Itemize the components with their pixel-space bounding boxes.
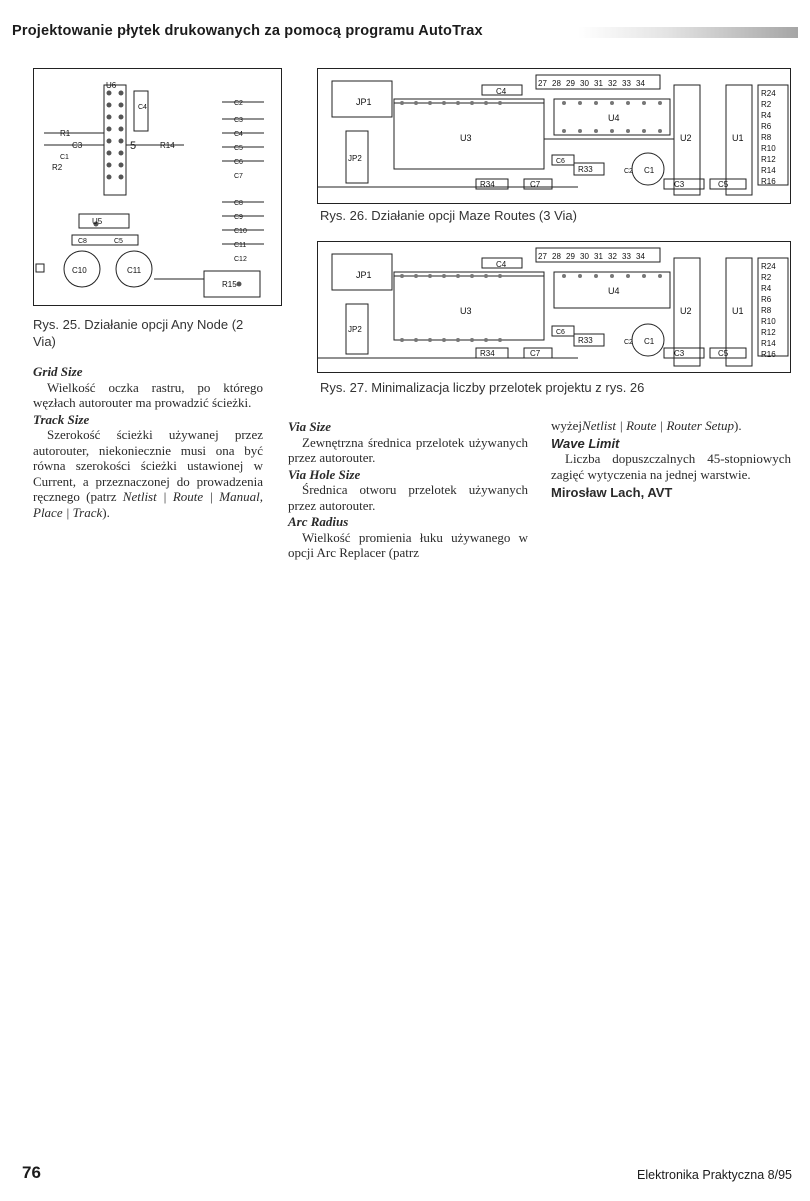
fig26-label-r24: R24 xyxy=(761,89,776,98)
desc-wave-limit: Liczba dopuszczalnych 45-stopniowych zagięć wytyczenia na jednej warstwie. xyxy=(551,451,791,482)
fig26-label-27: 27 xyxy=(538,79,547,88)
term-wave-limit: Wave Limit xyxy=(551,435,620,451)
fig27-label-r8: R8 xyxy=(761,306,772,315)
fig26-label-u1: U1 xyxy=(732,133,744,143)
fig27-label-jp1: JP1 xyxy=(356,270,372,280)
fig25-label-c3: C3 xyxy=(72,141,83,150)
fig27-label-u2: U2 xyxy=(680,306,692,316)
fig26-label-c6: C6 xyxy=(556,158,565,165)
fig26-label-c2: C2 xyxy=(624,168,633,175)
term-track-size: Track Size xyxy=(33,411,90,427)
fig26-label-28: 28 xyxy=(552,79,561,88)
fig26-label-c4: C4 xyxy=(496,87,507,96)
fig25-label-c11b: C11 xyxy=(234,242,247,249)
fig25-label-c10b: C10 xyxy=(234,228,247,235)
fig27-label-c7: C7 xyxy=(530,349,541,358)
desc-track-size-end: ). xyxy=(102,504,110,520)
desc-arc-radius: Wielkość promienia łuku używanego w opcji Arc Replacer (patrz xyxy=(288,529,528,560)
fig26-label-r12: R12 xyxy=(761,155,776,164)
fig25-label-c4: C4 xyxy=(138,104,147,111)
fig25-label-c4b: C4 xyxy=(234,131,243,138)
fig27-label-r10: R10 xyxy=(761,317,776,326)
fig27-label-27: 27 xyxy=(538,252,547,261)
fig25-label-r15: R15 xyxy=(222,280,237,289)
term-arc-radius: Arc Radius xyxy=(288,514,349,529)
fig26-label-jp2: JP2 xyxy=(348,154,362,163)
fig27-label-r6: R6 xyxy=(761,295,772,304)
fig27-label-29: 29 xyxy=(566,252,575,261)
term-via-hole-size: Via Hole Size xyxy=(288,466,361,482)
fig27-label-31: 31 xyxy=(594,252,603,261)
fig27-label-c6: C6 xyxy=(556,329,565,336)
fig25-label-c7: C7 xyxy=(234,173,243,180)
fig26-label-r34: R34 xyxy=(480,180,495,189)
fig27-label-u1: U1 xyxy=(732,306,744,316)
fig26-label-u4: U4 xyxy=(608,113,620,123)
fig25-label-c6: C6 xyxy=(234,159,243,166)
fig27-label-jp2: JP2 xyxy=(348,325,362,334)
fig27-label-30: 30 xyxy=(580,252,589,261)
text-column-3 xyxy=(551,418,791,501)
fig27-label-c2: C2 xyxy=(624,339,633,346)
term-grid-size: Grid Size xyxy=(33,364,83,379)
fig27-label-33: 33 xyxy=(622,252,631,261)
fig25-label-u5: U5 xyxy=(92,217,103,226)
text-column-1 xyxy=(33,363,263,520)
fig26-label-c1: C1 xyxy=(644,166,655,175)
fig27-label-r33: R33 xyxy=(578,336,593,345)
fig27-label-u4: U4 xyxy=(608,286,620,296)
fig26-label-31: 31 xyxy=(594,79,603,88)
fig26-label-r16: R16 xyxy=(761,177,776,186)
figure-25-drawing xyxy=(34,69,281,305)
fig25-label-c5: C5 xyxy=(114,238,123,245)
fig25-label-c10: C10 xyxy=(72,266,87,275)
fig26-label-c3: C3 xyxy=(674,180,685,189)
fig25-label-c11: C11 xyxy=(127,266,142,275)
fig26-label-30: 30 xyxy=(580,79,589,88)
fig26-label-u2: U2 xyxy=(680,133,692,143)
figure-26-pcb xyxy=(317,68,791,204)
fig26-label-r33: R33 xyxy=(578,165,593,174)
fig27-label-r4: R4 xyxy=(761,284,772,293)
desc-via-size: Zewnętrzna średnica przelotek używanych przez autorouter. xyxy=(288,434,528,465)
fig27-label-28: 28 xyxy=(552,252,561,261)
fig26-label-jp1: JP1 xyxy=(356,97,372,107)
fig27-label-c3: C3 xyxy=(674,349,685,358)
desc-via-hole-size: Średnica otworu przelotek używanych przez autorouter. xyxy=(288,482,528,513)
figure-25-caption: Rys. 25. Działanie opcji Any Node (2 Via) xyxy=(33,317,244,349)
desc-track-size xyxy=(33,427,263,520)
fig26-label-r4: R4 xyxy=(761,111,772,120)
fig27-label-r12: R12 xyxy=(761,328,776,337)
fig26-label-c5: C5 xyxy=(718,180,729,189)
fig26-label-r8: R8 xyxy=(761,133,772,142)
fig25-label-c2: C2 xyxy=(234,100,243,107)
desc-track-size-text: Szerokość ścieżki używanej przez autorouter, niekoniecznie musi ona być równa szerokości ścieżki ustawionej w Current, a przeznaczonej do prowadzenia ręcznego (patrz xyxy=(33,427,263,504)
fig26-label-32: 32 xyxy=(608,79,617,88)
desc-arc-radius-cont xyxy=(551,418,791,434)
figure-26-drawing xyxy=(318,69,790,203)
figure-27-caption: Rys. 27. Minimalizacja liczby przelotek projektu z rys. 26 xyxy=(320,380,645,395)
fig26-label-33: 33 xyxy=(622,79,631,88)
text-column-2 xyxy=(288,418,528,561)
fig27-label-c1: C1 xyxy=(644,337,655,346)
fig27-label-r16: R16 xyxy=(761,350,776,359)
fig27-label-u3: U3 xyxy=(460,306,472,316)
figure-27-pcb xyxy=(317,241,791,373)
header-decoration xyxy=(578,27,798,38)
fig25-label-c5b: C5 xyxy=(234,145,243,152)
fig27-label-r2: R2 xyxy=(761,273,772,282)
fig26-label-29: 29 xyxy=(566,79,575,88)
fig26-label-r10: R10 xyxy=(761,144,776,153)
cont-ref: Netlist | Route | Router Setup xyxy=(582,418,734,433)
page-number: 76 xyxy=(22,1163,41,1182)
fig27-label-c4: C4 xyxy=(496,260,507,269)
fig27-label-32: 32 xyxy=(608,252,617,261)
fig26-label-r2: R2 xyxy=(761,100,772,109)
figure-27-drawing xyxy=(318,242,790,372)
fig25-label-r1: R1 xyxy=(60,129,71,138)
fig26-label-u3: U3 xyxy=(460,133,472,143)
fig25-label-c12: C12 xyxy=(234,256,247,263)
fig27-label-r34: R34 xyxy=(480,349,495,358)
fig25-label-u6: U6 xyxy=(106,81,117,90)
fig25-label-5: 5 xyxy=(130,140,137,152)
fig26-label-r6: R6 xyxy=(761,122,772,131)
fig25-label-c8: C8 xyxy=(78,238,87,245)
cont-pre: wyżej xyxy=(551,418,583,433)
fig27-label-c5: C5 xyxy=(718,349,729,358)
journal-name: Elektronika Praktyczna 8/95 xyxy=(637,1168,792,1182)
fig27-label-r14: R14 xyxy=(761,339,776,348)
fig26-label-c7: C7 xyxy=(530,180,541,189)
author-name: Mirosław Lach, AVT xyxy=(551,485,673,500)
desc-track-size-ref: Netlist | Route | Manual, Place | Track xyxy=(33,489,263,520)
fig25-label-r2: R2 xyxy=(52,163,63,172)
fig25-label-c9: C9 xyxy=(234,214,243,221)
figure-26-caption: Rys. 26. Działanie opcji Maze Routes (3 Via) xyxy=(320,208,577,223)
fig27-label-34: 34 xyxy=(636,252,645,261)
cont-end: ). xyxy=(733,418,742,433)
fig25-label-c8b: C8 xyxy=(234,200,243,207)
fig25-label-c1: C1 xyxy=(60,154,69,161)
fig26-label-r14: R14 xyxy=(761,166,776,175)
desc-grid-size: Wielkość oczka rastru, po którego węzłach autorouter ma prowadzić ścieżki. xyxy=(33,379,263,410)
term-via-size: Via Size xyxy=(288,419,331,434)
page-header-title: Projektowanie płytek drukowanych za pomocą programu AutoTrax xyxy=(12,23,483,39)
fig25-label-r14: R14 xyxy=(160,141,175,150)
fig26-label-34: 34 xyxy=(636,79,645,88)
figure-25-pcb xyxy=(33,68,282,306)
fig25-label-c3b: C3 xyxy=(234,117,243,124)
fig27-label-r24: R24 xyxy=(761,262,776,271)
